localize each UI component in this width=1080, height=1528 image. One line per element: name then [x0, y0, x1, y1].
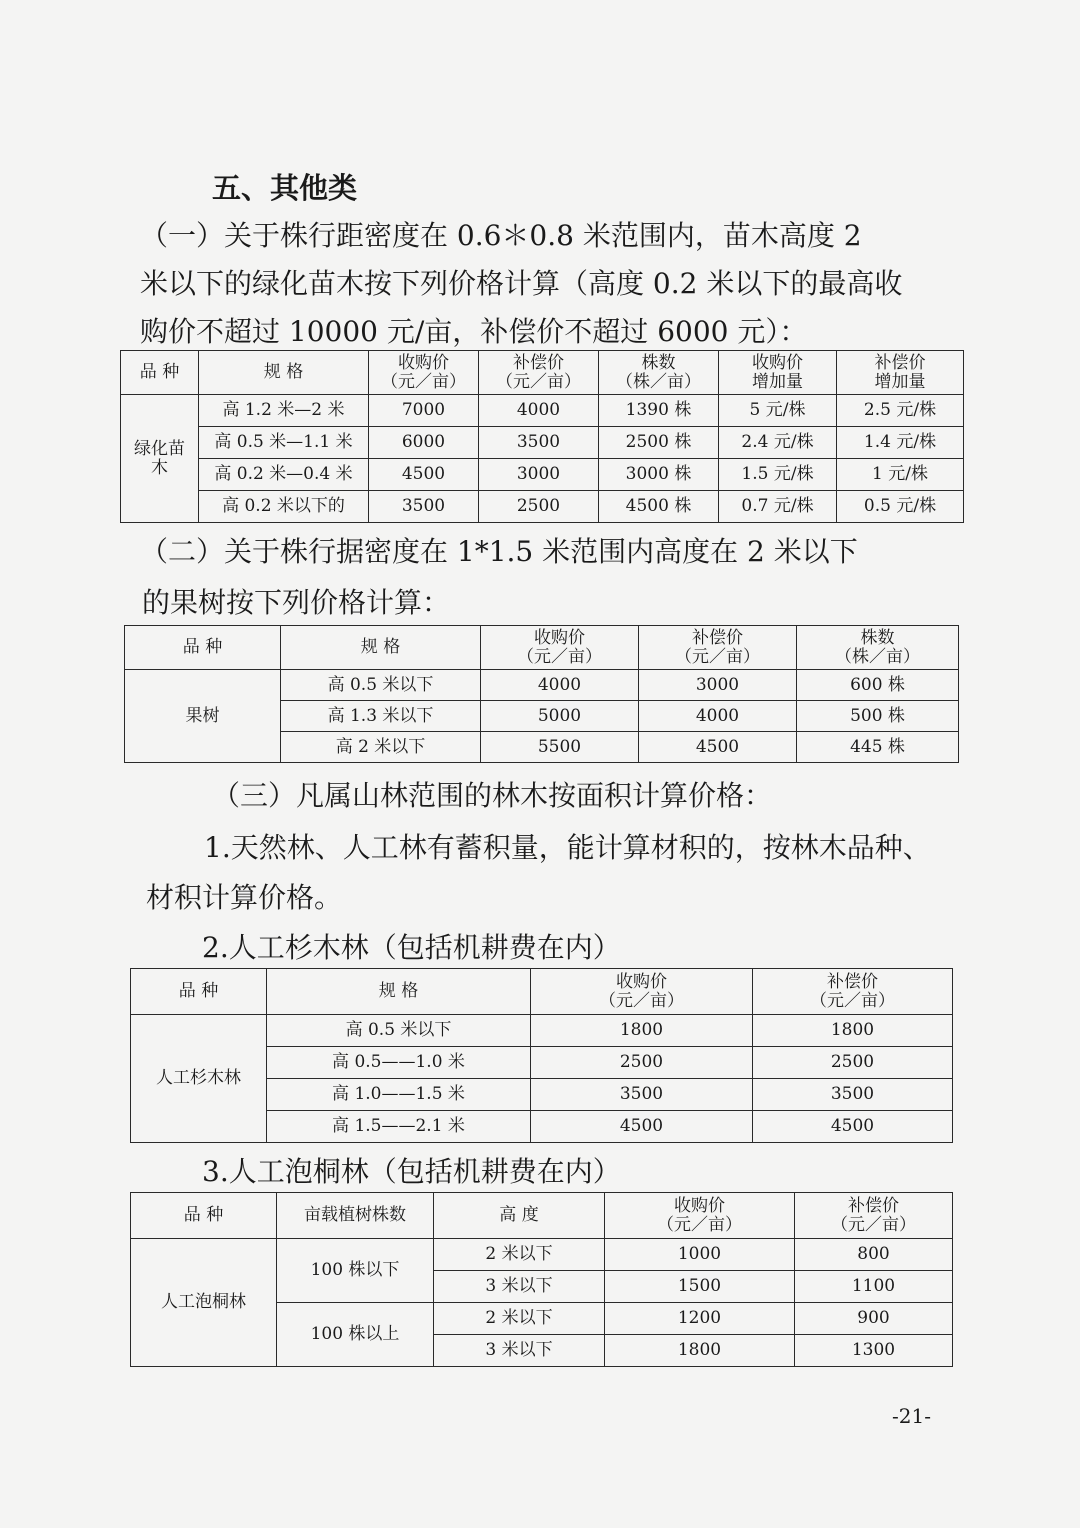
variety-cell: 绿化苗木 — [121, 395, 199, 523]
table-cell: 900 — [795, 1303, 953, 1335]
table-cell: 2 米以下 — [434, 1303, 605, 1335]
column-header-line: （元／亩） — [496, 371, 581, 392]
table-cell: 3000 — [479, 459, 599, 491]
table-cell: 1800 — [531, 1015, 753, 1047]
table-cell: 3500 — [753, 1079, 953, 1111]
column-header-line: 补偿价 — [874, 352, 926, 373]
column-header-line: 株数 — [860, 627, 895, 648]
table-cell: 1.4 元/株 — [837, 427, 964, 459]
column-header-line: （元／亩） — [831, 1214, 916, 1235]
variety-cell: 果树 — [125, 670, 281, 763]
column-header — [797, 626, 959, 670]
table-cell: 3 米以下 — [434, 1271, 605, 1303]
table-cell: 4000 — [479, 395, 599, 427]
table-cell: 5500 — [481, 732, 639, 763]
table-cell: 2 米以下 — [434, 1239, 605, 1271]
table-cell: 3500 — [531, 1079, 753, 1111]
table-cell: 5 元/株 — [719, 395, 837, 427]
table-cell: 5000 — [481, 701, 639, 732]
column-header-line: 补偿价 — [827, 971, 878, 992]
column-header: 品 种 — [125, 626, 281, 670]
table-cell: 高 1.5——2.1 米 — [267, 1111, 531, 1143]
section-title: 五、其他类 — [212, 171, 358, 205]
table-cell: 4500 — [369, 459, 479, 491]
table-cell: 高 1.3 米以下 — [281, 701, 481, 732]
table-cell: 4500 — [753, 1111, 953, 1143]
tree-count-cell: 100 株以上 — [277, 1303, 434, 1367]
item2-title: 2.人工杉木林（包括机耕费在内） — [202, 931, 621, 964]
column-header-line: （元／亩） — [381, 371, 466, 392]
table-cell: 2.4 元/株 — [719, 427, 837, 459]
table-cell: 3000 株 — [599, 459, 719, 491]
column-header: 品 种 — [131, 1193, 277, 1239]
column-header: 高 度 — [434, 1193, 605, 1239]
fir-forest-price-table — [130, 968, 953, 1143]
table-cell: 高 0.5 米以下 — [267, 1015, 531, 1047]
column-header — [795, 1193, 953, 1239]
column-header-line: 株数 — [641, 352, 676, 373]
column-header-line: 补偿价 — [692, 627, 743, 648]
column-header-line: （株／亩） — [835, 646, 920, 667]
table-cell: 高 0.2 米—0.4 米 — [199, 459, 369, 491]
column-header-line: （元／亩） — [599, 990, 684, 1011]
table-cell: 500 株 — [797, 701, 959, 732]
table-cell: 1200 — [605, 1303, 795, 1335]
table-cell: 高 1.2 米—2 米 — [199, 395, 369, 427]
table-cell: 2500 — [479, 491, 599, 523]
table-cell: 6000 — [369, 427, 479, 459]
table-cell: 3000 — [639, 670, 797, 701]
column-header-line: 补偿价 — [848, 1195, 899, 1216]
column-header — [605, 1193, 795, 1239]
table-cell: 1500 — [605, 1271, 795, 1303]
table-cell: 7000 — [369, 395, 479, 427]
table-cell: 1390 株 — [599, 395, 719, 427]
page-number: -21- — [892, 1404, 931, 1428]
table-cell: 高 2 米以下 — [281, 732, 481, 763]
column-header-line: （元／亩） — [675, 646, 760, 667]
column-header-line: 收购价 — [534, 627, 585, 648]
column-header: 亩载植树株数 — [277, 1193, 434, 1239]
column-header-line: 收购价 — [752, 352, 803, 373]
table-cell: 4500 — [639, 732, 797, 763]
table-cell: 3500 — [369, 491, 479, 523]
table-cell: 0.5 元/株 — [837, 491, 964, 523]
column-header-line: （元／亩） — [810, 990, 895, 1011]
column-header — [837, 351, 964, 395]
column-header — [481, 626, 639, 670]
table-cell: 高 0.5 米—1.1 米 — [199, 427, 369, 459]
table-header-row — [125, 626, 959, 670]
item3-title: 3.人工泡桐林（包括机耕费在内） — [202, 1155, 621, 1188]
table-cell: 800 — [795, 1239, 953, 1271]
column-header-line: 增加量 — [874, 371, 926, 392]
table-cell: 1300 — [795, 1335, 953, 1367]
table-cell: 600 株 — [797, 670, 959, 701]
column-header: 规 格 — [281, 626, 481, 670]
column-header — [531, 969, 753, 1015]
paulownia-forest-price-table — [130, 1192, 953, 1367]
table-cell: 1000 — [605, 1239, 795, 1271]
table-cell: 0.7 元/株 — [719, 491, 837, 523]
column-header — [599, 351, 719, 395]
table-header-row — [131, 969, 953, 1015]
part3-intro: （三）凡属山林范围的林木按面积计算价格： — [212, 779, 773, 812]
column-header: 品 种 — [121, 351, 199, 395]
tree-count-cell: 100 株以下 — [277, 1239, 434, 1303]
table-header-row — [121, 351, 964, 395]
column-header-line: 收购价 — [674, 1195, 725, 1216]
table-cell: 445 株 — [797, 732, 959, 763]
column-header: 规 格 — [267, 969, 531, 1015]
column-header-line: 增加量 — [752, 371, 803, 392]
table-cell: 1100 — [795, 1271, 953, 1303]
part2-line-1: （二）关于株行据密度在 1*1.5 米范围内高度在 2 米以下 — [140, 535, 858, 568]
part1-line-2: 米以下的绿化苗木按下列价格计算（高度 0.2 米以下的最高收 — [140, 267, 903, 300]
column-header — [753, 969, 953, 1015]
column-header-line: （株／亩） — [616, 371, 701, 392]
table-cell: 1800 — [753, 1015, 953, 1047]
column-header — [719, 351, 837, 395]
table-cell: 高 0.5 米以下 — [281, 670, 481, 701]
fruit-tree-price-table — [124, 625, 959, 763]
table-cell: 3500 — [479, 427, 599, 459]
table-row — [121, 395, 964, 427]
column-header: 品 种 — [131, 969, 267, 1015]
column-header — [369, 351, 479, 395]
part1-line-3: 购价不超过 10000 元/亩，补偿价不超过 6000 元）： — [140, 315, 808, 348]
table-cell: 1.5 元/株 — [719, 459, 837, 491]
table-cell: 2500 株 — [599, 427, 719, 459]
table-cell: 高 1.0——1.5 米 — [267, 1079, 531, 1111]
column-header — [479, 351, 599, 395]
table-cell: 4000 — [639, 701, 797, 732]
column-header-line: 收购价 — [398, 352, 449, 373]
column-header: 规 格 — [199, 351, 369, 395]
table-row — [121, 491, 964, 523]
table-cell: 2500 — [531, 1047, 753, 1079]
part1-line-1: （一）关于株行距密度在 0.6＊0.8 米范围内，苗木高度 2 — [140, 219, 862, 252]
table-cell: 4500 — [531, 1111, 753, 1143]
part2-line-2: 的果树按下列价格计算： — [142, 586, 451, 619]
column-header-line: （元／亩） — [657, 1214, 742, 1235]
table-cell: 高 0.5——1.0 米 — [267, 1047, 531, 1079]
column-header-line: 补偿价 — [513, 352, 564, 373]
table-cell: 1 元/株 — [837, 459, 964, 491]
table-row — [131, 1239, 953, 1271]
table-cell: 3 米以下 — [434, 1335, 605, 1367]
table-row — [131, 1015, 953, 1047]
table-cell: 4000 — [481, 670, 639, 701]
table-header-row — [131, 1193, 953, 1239]
column-header-line: 收购价 — [616, 971, 667, 992]
table-row — [121, 427, 964, 459]
variety-cell: 人工杉木林 — [131, 1015, 267, 1143]
variety-cell: 人工泡桐林 — [131, 1239, 277, 1367]
item1-line-1: 1.天然林、人工林有蓄积量，能计算材积的，按林木品种、 — [204, 831, 931, 864]
column-header-line: （元／亩） — [517, 646, 602, 667]
table-cell: 高 0.2 米以下的 — [199, 491, 369, 523]
table-cell: 2.5 元/株 — [837, 395, 964, 427]
column-header — [639, 626, 797, 670]
table-cell: 2500 — [753, 1047, 953, 1079]
table-cell: 4500 株 — [599, 491, 719, 523]
table-cell: 1800 — [605, 1335, 795, 1367]
table-row — [125, 670, 959, 701]
nursery-price-table — [120, 350, 964, 523]
table-row — [121, 459, 964, 491]
item1-line-2: 材积计算价格。 — [146, 881, 343, 914]
